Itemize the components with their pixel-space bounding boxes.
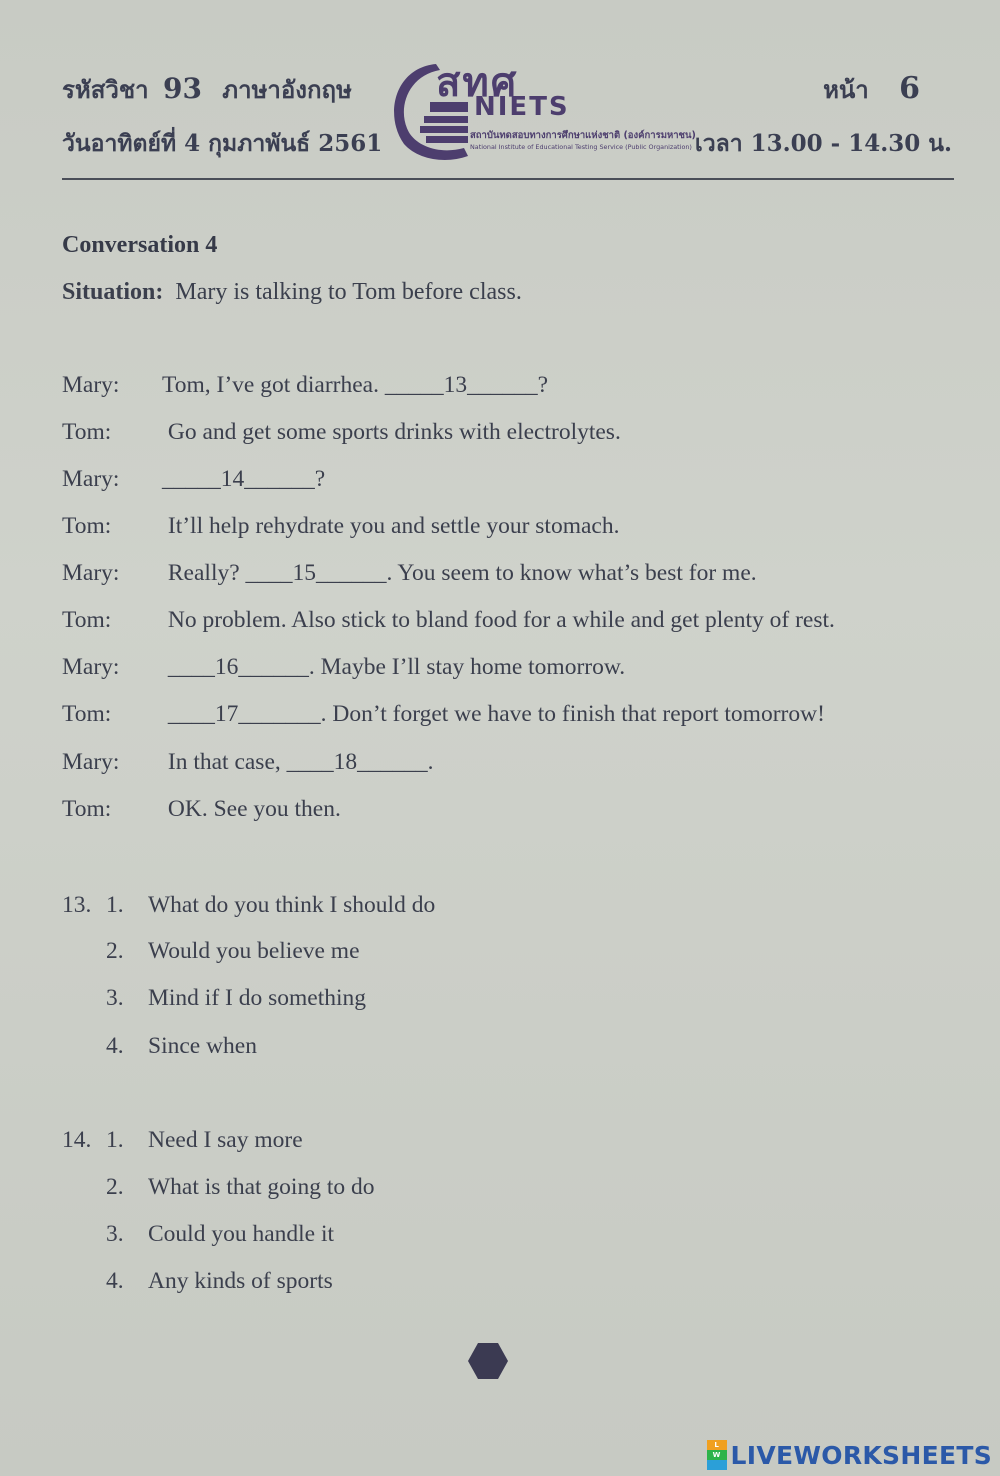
hexagon-icon [467,1341,509,1381]
dialogue-line [62,372,548,399]
dialogue-line [62,513,619,540]
subject-name: ภาษาอังกฤษ [222,75,352,104]
option-text: Since when [148,1033,257,1059]
subject-header [62,70,352,109]
line-text: Tom, I’ve got diarrhea. _____13______? [162,372,549,398]
badge-letter: W [707,1450,727,1460]
option-text: Any kinds of sports [148,1268,333,1294]
line-text: It’ll help rehydrate you and settle your stomach. [162,513,620,539]
option-number: 3. [106,985,124,1011]
speaker: Mary: [62,466,120,492]
option-number: 4. [106,1268,124,1294]
dialogue-line [62,701,825,728]
dialogue-line [62,560,757,587]
line-text: ____17_______. Don’t forget we have to finish that report tomorrow! [162,701,825,727]
option-number: 4. [106,1033,124,1059]
page-number: 6 [899,71,920,106]
exam-time: เวลา 13.00 - 14.30 น. [694,130,952,157]
dialogue-line [62,749,434,776]
line-text: _____14______? [162,466,326,492]
logo-thai-text: สทศ [436,60,519,106]
subject-code: 93 [162,72,202,105]
dialogue-line [62,796,341,823]
exam-date: วันอาทิตย์ที่ 4 กุมภาพันธ์ 2561 [62,130,383,157]
line-text: No problem. Also stick to bland food for a while and get plenty of rest. [162,607,835,633]
dialogue-line [62,466,325,493]
option-number: 2. [106,1174,124,1200]
logo-niets-text: NIETS [474,92,570,122]
question-14-option-2 [106,1174,375,1201]
speaker: Mary: [62,654,120,680]
page-label: หน้า [823,75,869,104]
option-number: 3. [106,1221,124,1247]
option-number: 2. [106,938,124,964]
dialogue-line [62,607,835,634]
speaker: Mary: [62,560,120,586]
option-number: 1. [106,892,124,918]
option-text: What do you think I should do [148,892,436,918]
badge-stripe [707,1460,727,1470]
header-divider [62,178,954,180]
subject-label: รหัสวิชา [62,75,149,104]
question-14-option-4 [106,1268,333,1295]
speaker: Mary: [62,372,120,398]
question-13-option-1 [62,892,435,919]
logo-thai-fullname: สถาบันทดสอบทางการศึกษาแห่งชาติ (องค์การมหาชน) [470,130,696,141]
question-14-option-1 [62,1127,303,1154]
line-text: Go and get some sports drinks with electrolytes. [162,419,621,445]
liveworksheets-watermark [707,1440,992,1470]
page-indicator [823,70,920,109]
badge-letter: L [707,1440,727,1450]
option-number: 1. [106,1127,124,1153]
situation-text: Mary is talking to Tom before class. [175,279,522,305]
question-14-option-3 [106,1221,334,1248]
dialogue-line [62,419,621,446]
situation-label: Situation: [62,279,164,305]
option-text: What is that going to do [148,1174,375,1200]
line-text: In that case, ____18______. [162,749,434,775]
logo-english-fullname: National Institute of Educational Testing Service (Public Organization) [470,143,692,151]
liveworksheets-text: LIVEWORKSHEETS [730,1440,992,1470]
speaker: Tom: [62,513,112,539]
option-text: Mind if I do something [148,985,367,1011]
question-number: 13. [62,892,92,918]
speaker: Tom: [62,701,112,727]
question-13-option-4 [106,1033,257,1060]
conversation-heading: Conversation 4 [62,232,218,258]
option-text: Need I say more [148,1127,303,1153]
speaker: Tom: [62,607,112,633]
question-13-option-2 [106,938,360,965]
speaker: Tom: [62,796,112,822]
situation [62,279,522,306]
line-text: Really? ____15______. You seem to know what’s best for me. [162,560,757,586]
question-number: 14. [62,1127,92,1153]
liveworksheets-badge-icon [707,1440,727,1470]
question-13-option-3 [106,985,366,1012]
dialogue-line [62,654,625,681]
speaker: Tom: [62,419,112,445]
line-text: OK. See you then. [162,796,341,822]
option-text: Would you believe me [148,938,360,964]
option-text: Could you handle it [148,1221,335,1247]
speaker: Mary: [62,749,120,775]
line-text: ____16______. Maybe I’ll stay home tomorrow. [162,654,626,680]
